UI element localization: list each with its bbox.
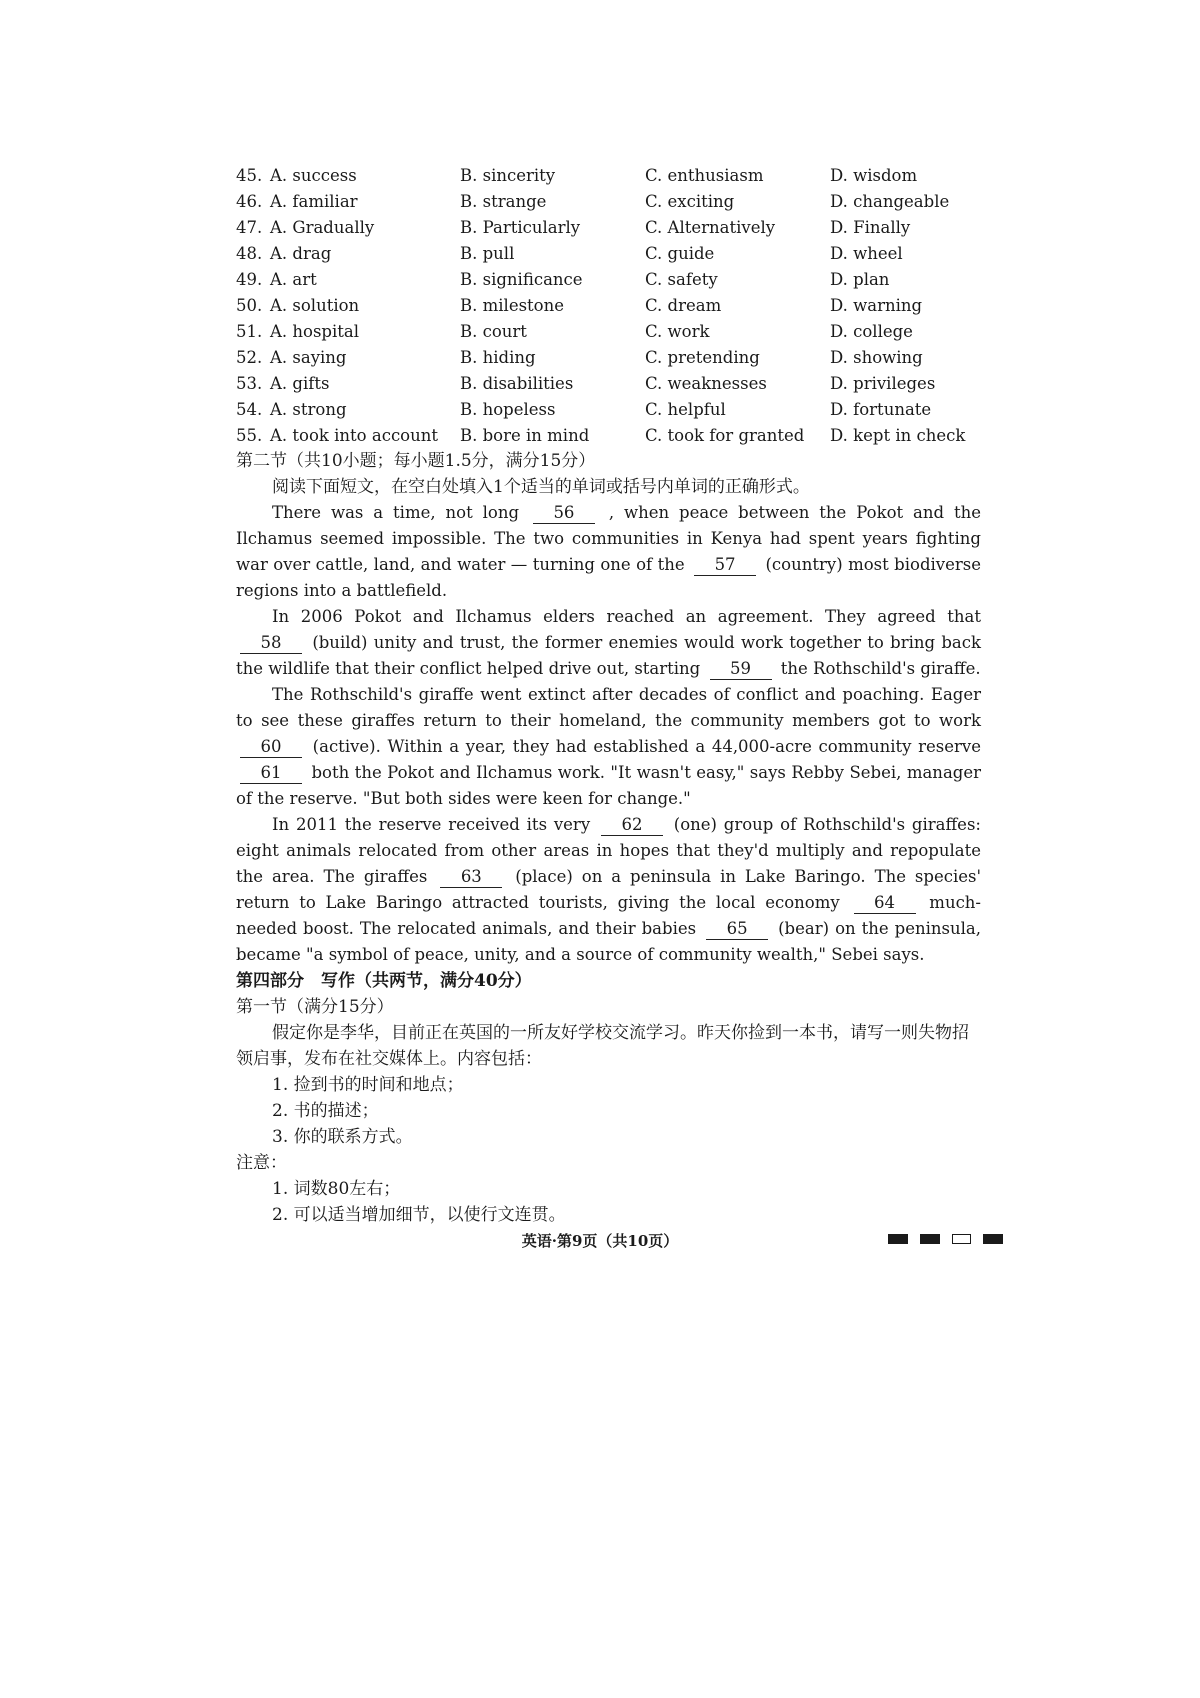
- blank-57: 57: [694, 555, 756, 576]
- option-d: D. showing: [830, 347, 923, 367]
- option-b: B. pull: [460, 243, 515, 263]
- question-number: 53.: [236, 373, 263, 393]
- option-c: C. safety: [645, 269, 718, 289]
- option-a: A. took into account: [270, 425, 438, 445]
- part4-section1-title: 第一节（满分15分）: [236, 997, 394, 1017]
- note-item-2: 2. 可以适当增加细节，以使行文连贯。: [272, 1205, 566, 1225]
- scan-marks: [888, 1234, 1003, 1244]
- blank-65: 65: [706, 919, 768, 940]
- passage-text: (bear) on the peninsula, became "a symbol of peace, unity, and a source of community wealth," Sebei says.: [236, 919, 981, 964]
- blank-61: 61: [240, 763, 302, 784]
- passage-text: There was a time, not long: [272, 503, 520, 522]
- question-row: [236, 422, 981, 448]
- blank-64: 64: [854, 893, 916, 914]
- option-b: B. bore in mind: [460, 425, 590, 445]
- passage-paragraph-1: [236, 500, 981, 604]
- option-a: A. success: [270, 165, 357, 185]
- option-a: A. drag: [270, 243, 332, 263]
- option-b: B. disabilities: [460, 373, 574, 393]
- blank-58: 58: [240, 633, 302, 654]
- question-number: 55.: [236, 425, 263, 445]
- question-row: [236, 318, 981, 344]
- scan-mark-solid: [983, 1234, 1003, 1244]
- note-item-1: 1. 词数80左右；: [272, 1179, 401, 1199]
- passage-text: In 2011 the reserve received its very: [272, 815, 591, 834]
- question-row: [236, 292, 981, 318]
- question-row: [236, 188, 981, 214]
- exam-page: [236, 162, 981, 1228]
- option-d: D. plan: [830, 269, 890, 289]
- options-table: [236, 162, 981, 448]
- option-d: D. college: [830, 321, 913, 341]
- option-a: A. art: [270, 269, 317, 289]
- passage-text: (build) unity and trust, the former enemies would work together to bring back the wildlife that their conflict helped drive out, starting: [236, 633, 982, 678]
- blank-59: 59: [710, 659, 772, 680]
- section2-instruction: 阅读下面短文，在空白处填入1个适当的单词或括号内单词的正确形式。: [272, 477, 810, 497]
- passage-text: much-needed boost. The relocated animals, and their babies: [236, 893, 982, 938]
- question-row: [236, 266, 981, 292]
- option-a: A. familiar: [270, 191, 358, 211]
- passage-text: (one) group of Rothschild's giraffes: eight animals relocated from other areas in hopes that they'd multiply and repopulate the area. The giraffes: [236, 815, 981, 886]
- option-c: C. guide: [645, 243, 715, 263]
- question-number: 54.: [236, 399, 263, 419]
- question-row: [236, 240, 981, 266]
- question-row: [236, 396, 981, 422]
- question-row: [236, 162, 981, 188]
- prompt-item-1: 1. 捡到书的时间和地点；: [272, 1075, 464, 1095]
- question-number: 51.: [236, 321, 263, 341]
- option-c: C. exciting: [645, 191, 735, 211]
- option-b: B. hiding: [460, 347, 536, 367]
- option-d: D. wisdom: [830, 165, 918, 185]
- question-number: 48.: [236, 243, 263, 263]
- passage-text: both the Pokot and Ilchamus work. "It wasn't easy," says Rebby Sebei, manager of the reserve. "But both sides were keen for change.": [236, 763, 981, 808]
- question-number: 49.: [236, 269, 263, 289]
- option-d: D. wheel: [830, 243, 903, 263]
- option-c: C. enthusiasm: [645, 165, 764, 185]
- option-b: B. strange: [460, 191, 547, 211]
- option-a: A. gifts: [270, 373, 330, 393]
- blank-62: 62: [601, 815, 663, 836]
- passage-text: (country) most biodiverse regions into a battlefield.: [236, 555, 981, 600]
- passage-text: , when peace between the Pokot and the Ilchamus seemed impossible. The two communities in Kenya had spent years fighting war over cattle, land, and water — turning one of the: [236, 503, 982, 574]
- passage-text: the Rothschild's giraffe.: [780, 659, 981, 678]
- option-d: D. kept in check: [830, 425, 966, 445]
- passage-text: In 2006 Pokot and Ilchamus elders reached an agreement. They agreed that: [272, 607, 981, 626]
- note-label: 注意：: [236, 1153, 287, 1173]
- part4-title: 第四部分 写作（共两节，满分40分）: [236, 971, 532, 991]
- question-number: 47.: [236, 217, 263, 237]
- question-number: 46.: [236, 191, 263, 211]
- question-number: 52.: [236, 347, 263, 367]
- option-c: C. Alternatively: [645, 217, 776, 237]
- passage-paragraph-3: [236, 682, 981, 812]
- option-b: B. milestone: [460, 295, 565, 315]
- option-b: B. Particularly: [460, 217, 581, 237]
- question-number: 50.: [236, 295, 263, 315]
- option-c: C. took for granted: [645, 425, 805, 445]
- option-b: B. sincerity: [460, 165, 556, 185]
- passage-paragraph-4: [236, 812, 981, 968]
- passage-paragraph-2: [236, 604, 981, 682]
- option-c: C. dream: [645, 295, 722, 315]
- passage-text: (place) on a peninsula in Lake Baringo. The species' return to Lake Baringo attracted tourists, giving the local economy: [236, 867, 982, 912]
- scan-mark-solid: [920, 1234, 940, 1244]
- section2-title: 第二节（共10小题；每小题1.5分，满分15分）: [236, 451, 596, 471]
- prompt-item-3: 3. 你的联系方式。: [272, 1127, 413, 1147]
- blank-63: 63: [440, 867, 502, 888]
- writing-prompt: 假定你是李华，目前正在英国的一所友好学校交流学习。昨天你捡到一本书，请写一则失物招领启事，发布在社交媒体上。内容包括：: [236, 1023, 969, 1069]
- option-d: D. changeable: [830, 191, 950, 211]
- option-d: D. Finally: [830, 217, 911, 237]
- option-b: B. hopeless: [460, 399, 556, 419]
- option-b: B. significance: [460, 269, 583, 289]
- option-a: A. strong: [270, 399, 347, 419]
- question-row: [236, 344, 981, 370]
- option-c: C. pretending: [645, 347, 760, 367]
- question-row: [236, 214, 981, 240]
- prompt-item-2: 2. 书的描述；: [272, 1101, 379, 1121]
- option-a: A. solution: [270, 295, 360, 315]
- passage-text: (active). Within a year, they had established a 44,000-acre community reserve: [312, 737, 981, 756]
- option-a: A. saying: [270, 347, 347, 367]
- option-a: A. hospital: [270, 321, 360, 341]
- option-c: C. work: [645, 321, 710, 341]
- option-d: D. fortunate: [830, 399, 932, 419]
- option-b: B. court: [460, 321, 527, 341]
- option-d: D. warning: [830, 295, 923, 315]
- option-c: C. helpful: [645, 399, 726, 419]
- option-d: D. privileges: [830, 373, 936, 393]
- blank-56: 56: [533, 503, 595, 524]
- option-a: A. Gradually: [270, 217, 375, 237]
- scan-mark-solid: [888, 1234, 908, 1244]
- page-footer: 英语·第9页（共10页）: [521, 1232, 679, 1250]
- scan-mark-hollow: [952, 1234, 971, 1244]
- option-c: C. weaknesses: [645, 373, 767, 393]
- question-row: [236, 370, 981, 396]
- question-number: 45.: [236, 165, 263, 185]
- blank-60: 60: [240, 737, 302, 758]
- passage-text: The Rothschild's giraffe went extinct after decades of conflict and poaching. Eager to see these giraffes return to their homeland, the community members got to work: [236, 685, 981, 730]
